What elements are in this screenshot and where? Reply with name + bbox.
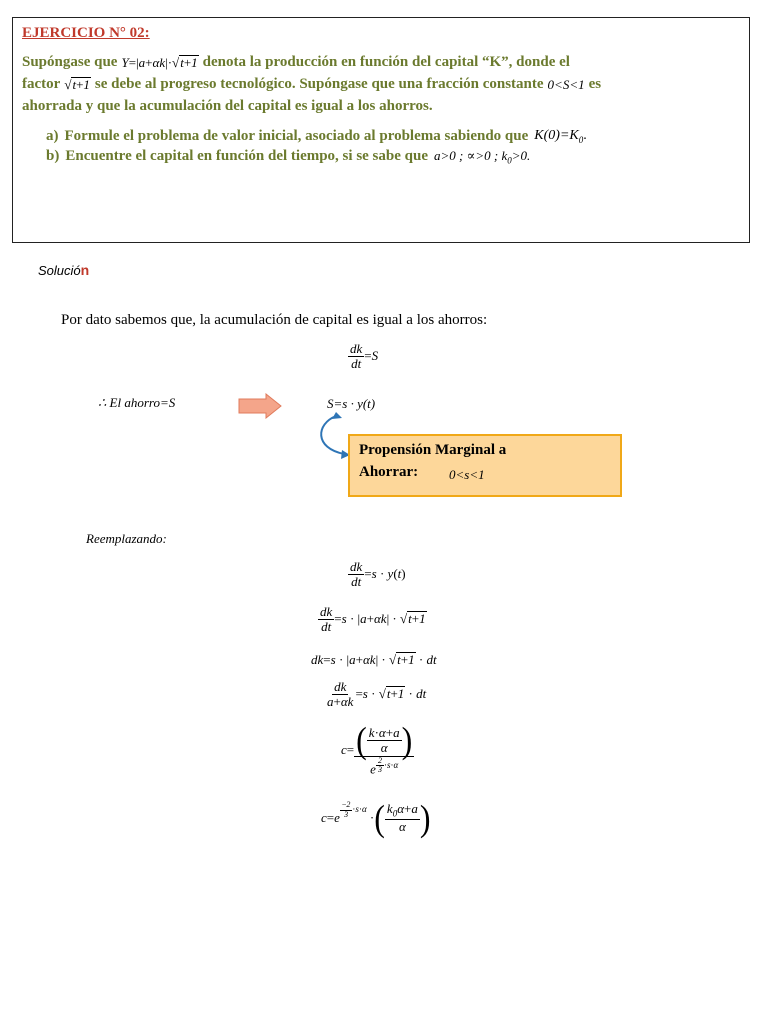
equation-1: $\frac{dk}{dt}$ = s · y ( t ): [350, 559, 406, 589]
replacing-label: Reemplazando:: [86, 531, 167, 546]
initial-condition: $K(0)=K_0$.: [534, 128, 587, 145]
equation-3: dk = s · | a + αk | · √ t+1 · dt: [311, 652, 437, 667]
right-arrow-icon: [238, 393, 282, 419]
solution-intro: Por dato sabemos que, la acumulación de capital es igual a los ahorros:: [61, 312, 488, 328]
production-formula: Y=|a+αk|· √ t+1: [121, 54, 198, 70]
problem-text: se debe al progreso tecnológico. Supóngase que una fracción constante: [94, 76, 544, 92]
item-a: [46, 128, 587, 145]
saving-definition: S=s · y(t): [327, 396, 376, 411]
item-b: [46, 148, 530, 166]
solution-heading: Solución: [38, 262, 90, 278]
equation-dk-dt-s: $\frac{dk}{dt}$ = S: [350, 341, 379, 371]
problem-text: denota la producción en función del capital “K”, donde el: [202, 54, 570, 70]
problem-line-3: ahorrada y que la acumulación del capital es igual a los ahorros.: [22, 98, 433, 114]
equation-2: $\frac{dk}{dt}$ = s · | a + αk | · √ t+1: [320, 604, 426, 634]
equation-6: c = e $^{\frac{-2}{3} \cdot s\cdot \alpha}$ · ( $\frac{k_0\alpha+a}{\alpha}$ ): [321, 797, 431, 839]
problem-line-1: [22, 54, 570, 71]
item-a-text: Formule el problema de valor inicial, asociado al problema sabiendo que: [64, 128, 529, 144]
problem-line-2: [22, 76, 601, 93]
exercise-title: EJERCICIO N° 02:: [22, 25, 150, 41]
box-title-line-1: Propensión Marginal a: [359, 442, 507, 458]
problem-text: factor: [22, 76, 61, 92]
box-range: 0<s<1: [449, 467, 485, 482]
item-a-label: a): [46, 128, 59, 144]
tech-factor-formula: √ t+1: [64, 76, 90, 92]
item-b-label: b): [46, 148, 60, 165]
fraction-range: 0<S<1: [547, 76, 585, 92]
problem-text: Supóngase que: [22, 54, 118, 70]
marginal-propensity-box: [348, 434, 622, 497]
item-b-text: Encuentre el capital en función del tiempo, si se sabe que: [65, 148, 428, 165]
box-title-line-2: Ahorrar:: [359, 464, 419, 480]
equation-4: $\frac{dk}{a+\alpha k}$ = s · √ t+1 · dt: [327, 679, 427, 709]
problem-text: es: [588, 76, 602, 92]
parameter-conditions: a>0 ; ∝>0 ; $k_0>0$.: [434, 148, 531, 166]
saving-statement: ∴ El ahorro=S: [98, 395, 176, 410]
equation-5: c = ( $\frac{k\cdot\alpha+a}{\alpha}$ ) e $^{\frac{2}{3} \cdot s\cdot\alpha}$: [341, 719, 413, 777]
